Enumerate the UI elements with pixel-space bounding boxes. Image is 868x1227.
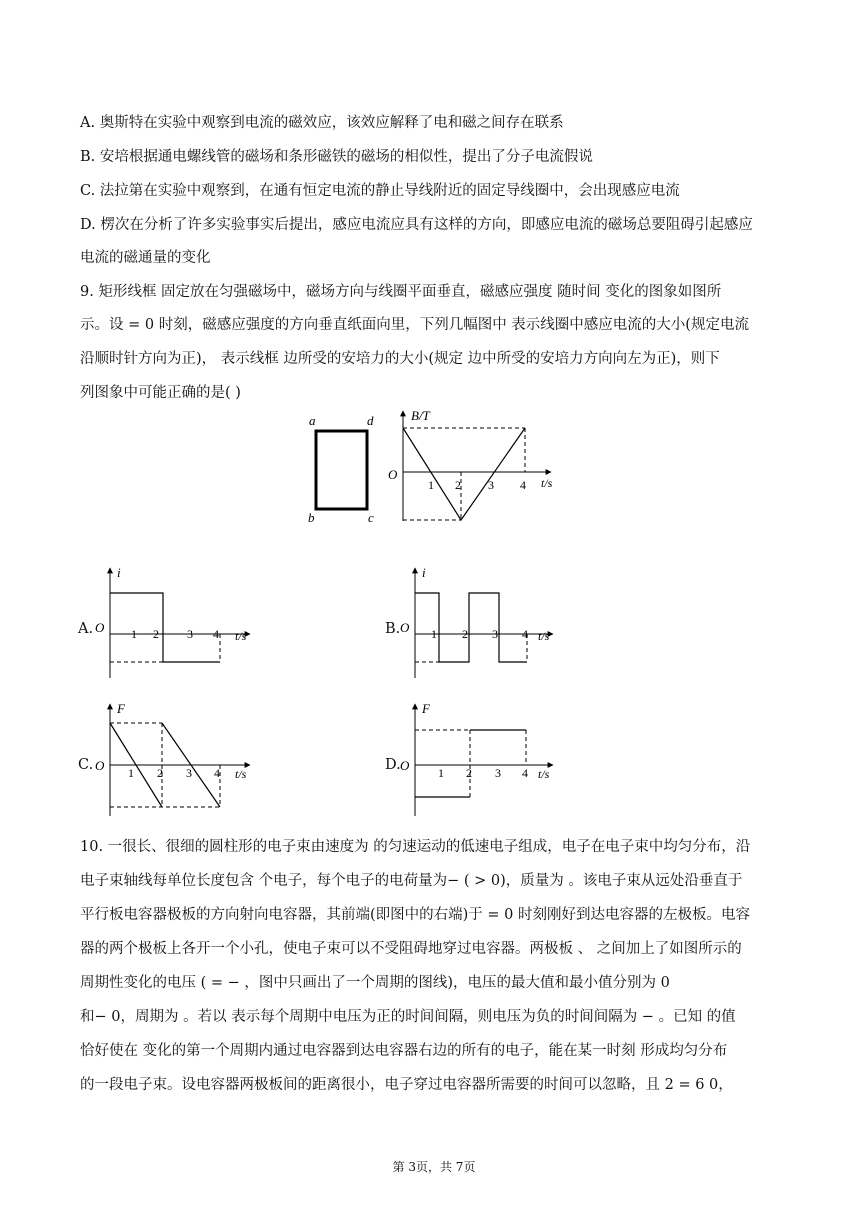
rectangular-frame-figure	[300, 410, 390, 525]
option-c-tick: 3	[186, 766, 192, 780]
option-a-tick: 1	[131, 627, 137, 641]
page-footer: 第 3页，共 7页	[392, 1160, 476, 1174]
option-a-graph	[90, 562, 260, 682]
option-d-tick: 2	[466, 766, 472, 780]
option-b-ylabel: i	[422, 565, 426, 580]
option-b-label: B.	[385, 621, 401, 637]
q9-stem-line: 9. 矩形线框 固定放在匀强磁场中，磁场方向与线圈平面垂直，磁感应强度 随时间 变化的图象如图所	[80, 284, 722, 300]
b-t-curve	[403, 428, 525, 520]
q9-stem-line: 示。设 = 0 时刻，磁感应强度的方向垂直纸面向里，下列几幅图中 表示线圈中感应电流的大小(规定电流	[80, 317, 749, 333]
option-b-tick: 3	[492, 627, 498, 641]
q10-stem-line: 周期性变化的电压 ( = − ，图中只画出了一个周期的图线)，电压的最大值和最小值分别为 0	[80, 975, 670, 991]
option-d-graph	[395, 698, 565, 818]
q10-stem-line: 器的两个极板上各开一个小孔，使电子束可以不受阻碍地穿过电容器。两极板 、 之间加上了如图所示的	[80, 941, 742, 957]
option-d-label: D.	[385, 757, 401, 773]
q8-option-a: A. 奥斯特在实验中观察到电流的磁效应，该效应解释了电和磁之间存在联系	[80, 115, 564, 131]
frame-rectangle	[316, 431, 367, 509]
q8-option-b: B. 安培根据通电螺线管的磁场和条形磁铁的磁场的相似性，提出了分子电流假说	[80, 149, 593, 165]
corner-label-d: d	[367, 413, 374, 428]
option-c-tick: 2	[157, 766, 163, 780]
option-d-origin: O	[400, 758, 410, 773]
b-t-tick: 2	[455, 478, 461, 492]
corner-label-a: a	[309, 413, 316, 428]
option-a-origin: O	[95, 620, 105, 635]
b-t-tick: 4	[520, 478, 526, 492]
option-b-tick: 4	[522, 627, 528, 641]
q10-stem-line: 10. 一很长、很细的圆柱形的电子束由速度为 的匀速运动的低速电子组成，电子在电子束中均匀分布，沿	[80, 839, 751, 855]
q9-stem-line: 沿顺时针方向为正)， 表示线框 边所受的安培力的大小(规定 边中所受的安培力方向向左为正)，则下	[80, 351, 720, 367]
option-a-curve	[110, 593, 220, 662]
option-a-tick: 2	[153, 627, 159, 641]
corner-label-c: c	[368, 510, 374, 525]
option-a-tick: 3	[187, 627, 193, 641]
option-c-tick: 4	[214, 766, 220, 780]
q10-stem-line: 和− 0，周期为 。若以 表示每个周期中电压为正的时间间隔，则电压为负的时间间隔为 − 。已知 的值	[80, 1009, 736, 1025]
option-a-ylabel: i	[117, 565, 121, 580]
q10-stem-line: 的一段电子束。设电容器两极板间的距离很小，电子穿过电容器所需要的时间可以忽略，且 2 = 6 0，	[80, 1077, 733, 1093]
option-c-tick: 1	[128, 766, 134, 780]
option-a-xlabel: t/s	[235, 629, 247, 643]
option-a-tick: 4	[213, 627, 219, 641]
option-c-ylabel: F	[117, 701, 125, 716]
q8-option-d: D. 楞次在分析了许多实验事实后提出，感应电流应具有这样的方向，即感应电流的磁场总要阻碍引起感应	[80, 217, 753, 233]
b-t-xlabel: t/s	[541, 476, 553, 490]
option-d-tick: 3	[495, 766, 501, 780]
q8-option-d-cont: 电流的磁通量的变化	[80, 250, 211, 266]
option-d-xlabel: t/s	[538, 767, 550, 781]
option-a-label: A.	[78, 621, 94, 637]
b-t-origin: O	[388, 467, 398, 482]
option-d-ylabel: F	[422, 701, 430, 716]
option-c-label: C.	[78, 757, 94, 773]
q10-stem-line: 电子束轴线每单位长度包含 个电子，每个电子的电荷量为− ( > 0)，质量为 。该电子束从远处沿垂直于	[80, 873, 743, 889]
corner-label-b: b	[308, 510, 315, 525]
option-b-origin: O	[400, 620, 410, 635]
b-t-tick: 3	[488, 478, 494, 492]
option-b-xlabel: t/s	[538, 629, 550, 643]
b-t-tick: 1	[428, 478, 434, 492]
option-c-xlabel: t/s	[235, 767, 247, 781]
option-b-tick: 1	[431, 627, 437, 641]
q9-stem-line: 列图象中可能正确的是( )	[80, 385, 241, 401]
q10-stem-line: 平行板电容器极板的方向射向电容器，其前端(即图中的右端)于 = 0 时刻刚好到达电容器的左极板。电容	[80, 907, 751, 923]
option-d-tick: 4	[522, 766, 528, 780]
option-b-tick: 2	[462, 627, 468, 641]
option-c-graph	[90, 698, 260, 818]
option-c-origin: O	[95, 758, 105, 773]
b-t-ylabel: B/T	[411, 408, 430, 423]
option-d-tick: 1	[438, 766, 444, 780]
b-t-graph	[385, 405, 565, 530]
q8-option-c: C. 法拉第在实验中观察到，在通有恒定电流的静止导线附近的固定导线圈中，会出现感应电流	[80, 183, 680, 199]
option-b-graph	[395, 562, 565, 682]
q10-stem-line: 恰好使在 变化的第一个周期内通过电容器到达电容器右边的所有的电子，能在某一时刻 形成均匀分布	[80, 1043, 728, 1059]
